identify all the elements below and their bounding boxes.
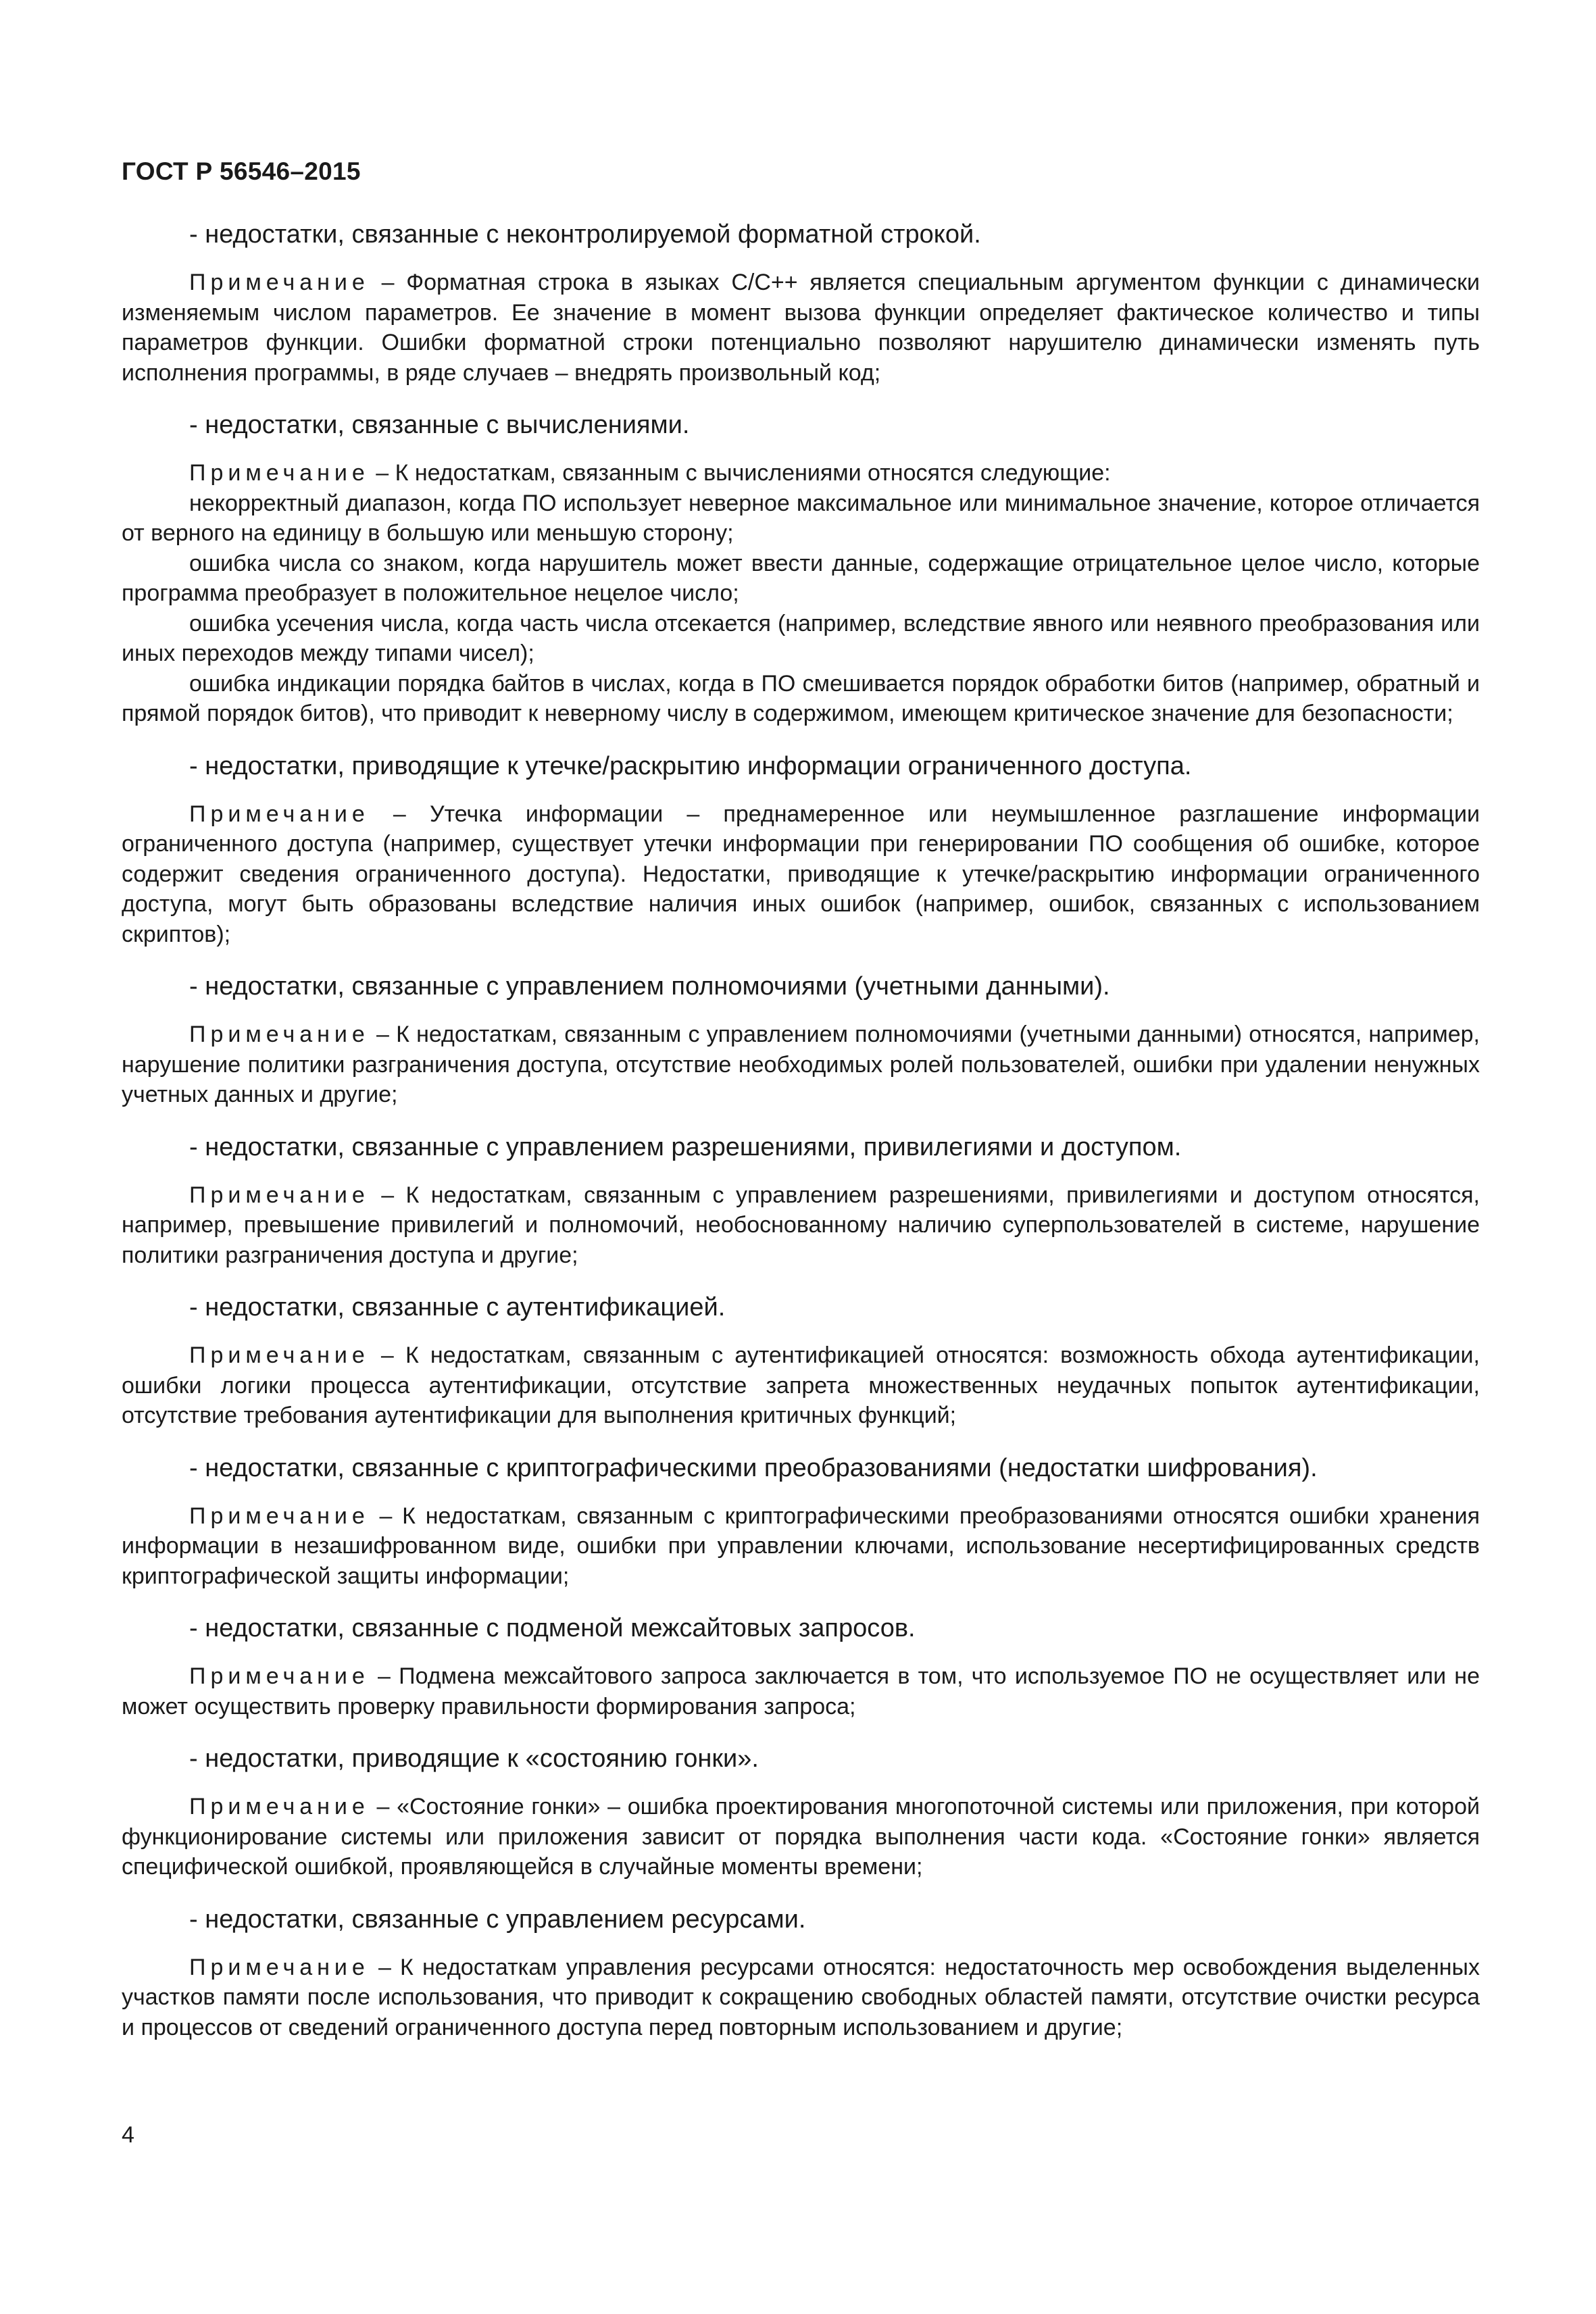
note-text: – «Состояние гонки» – ошибка проектирования многопоточной системы или приложения, при которой функционирование системы или приложения зависит от порядка выполнения части кода. «Состояние гонки» является специфической ошибкой, проявляющейся в случайные моменты времени; xyxy=(122,1794,1480,1880)
list-item: - недостатки, связанные с управлением разрешениями, привилегиями и доступом. xyxy=(189,1132,1182,1161)
note-text: – К недостаткам, связанным с управлением разрешениями, привилегиями и доступом относятся, например, превышение привилегий и полномочий, необоснованному наличию суперпользователей в системе, нарушение политики разграничения доступа и другие; xyxy=(122,1182,1480,1268)
note-label: Примечание xyxy=(189,1663,370,1689)
section-authentication xyxy=(122,1290,1480,1431)
section-credentials xyxy=(122,970,1480,1110)
note-text: – К недостаткам, связанным с криптографическими преобразованиями относятся ошибки хранения информации в незашифрованном виде, ошибки при управлении ключами, использование несертифицированных средств криптографической защиты информации; xyxy=(122,1503,1480,1589)
note-subitem: ошибка числа со знаком, когда нарушитель может ввести данные, содержащие отрицательное целое число, которые программа преобразует в положительное нецелое число; xyxy=(122,550,1480,606)
note-label: Примечание xyxy=(189,801,370,827)
section-info-leak xyxy=(122,749,1480,950)
note-label: Примечание xyxy=(189,1342,370,1368)
note-label: Примечание xyxy=(189,460,370,486)
section-format-string xyxy=(122,218,1480,388)
note-label: Примечание xyxy=(189,1954,370,1980)
note-label: Примечание xyxy=(189,1022,370,1047)
note-label: Примечание xyxy=(189,1794,370,1819)
section-resources xyxy=(122,1903,1480,2043)
note-paragraph xyxy=(122,1501,1480,1592)
list-item: - недостатки, связанные с вычислениями. xyxy=(189,411,690,439)
note-label: Примечание xyxy=(189,1503,370,1529)
note-text: – Форматная строка в языках C/C++ является специальным аргументом функции с динамически изменяемым числом параметров. Ее значение в момент вызова функции определяет фактическое количество и типы параметров функции. Ошибки форматной строки потенциально позволяют нарушителю динамически изменять путь исполнения программы, в ряде случаев – внедрять произвольный код; xyxy=(122,270,1480,386)
standard-header: ГОСТ Р 56546–2015 xyxy=(122,157,361,185)
note-paragraph xyxy=(122,1792,1480,1882)
list-item: - недостатки, связанные с аутентификацией. xyxy=(189,1293,726,1322)
list-item: - недостатки, связанные с управлением ресурсами. xyxy=(189,1905,806,1934)
section-permissions xyxy=(122,1130,1480,1271)
note-label: Примечание xyxy=(189,270,370,295)
list-item: - недостатки, связанные с криптографическими преобразованиями (недостатки шифрования). xyxy=(189,1453,1318,1482)
page-number: 4 xyxy=(122,2122,134,2148)
note-subitem: ошибка индикации порядка байтов в числах, когда в ПО смешивается порядок обработки битов (например, обратный и прямой порядок битов), что приводит к неверному числу в содержимом, имеющем критическое значение для безопасности; xyxy=(122,670,1480,726)
note-text: – К недостаткам, связанным с управлением полномочиями (учетными данными) относятся, например, нарушение политики разграничения доступа, отсутствие необходимых ролей пользователей, ошибки при удалении ненужных учетных данных и другие; xyxy=(122,1022,1480,1107)
list-item: - недостатки, приводящие к утечке/раскрытию информации ограниченного доступа. xyxy=(189,751,1192,780)
note-paragraph xyxy=(122,1661,1480,1721)
note-text: – К недостаткам управления ресурсами относятся: недостаточность мер освобождения выделенных участков памяти после использования, что приводит к сокращению свободных областей памяти, отсутствие очистки ресурса и процессов от сведений ограниченного доступа перед повторным использованием и другие; xyxy=(122,1954,1480,2040)
section-race-condition xyxy=(122,1742,1480,1882)
note-text: – Утечка информации – преднамеренное или неумышленное разглашение информации ограниченного доступа (например, существует утечки информации при генерировании ПО сообщения об ошибке, которое содержит сведения ограниченного доступа). Недостатки, приводящие к утечке/раскрытию информации ограниченного доступа, могут быть образованы вследствие наличия иных ошибок (например, ошибок, связанных с использованием скриптов); xyxy=(122,801,1480,947)
list-item: - недостатки, связанные с управлением полномочиями (учетными данными). xyxy=(189,972,1110,1001)
note-paragraph xyxy=(122,799,1480,950)
list-item: - недостатки, приводящие к «состоянию гонки». xyxy=(189,1744,759,1773)
list-item: - недостатки, связанные с подменой межсайтовых запросов. xyxy=(189,1614,916,1642)
note-text: – К недостаткам, связанным с вычислениями относятся следующие: xyxy=(369,460,1111,486)
section-cryptography xyxy=(122,1451,1480,1592)
note-paragraph xyxy=(122,1180,1480,1271)
note-paragraph xyxy=(122,1340,1480,1431)
note-text: – К недостаткам, связанным с аутентификацией относятся: возможность обхода аутентификации, ошибки логики процесса аутентификации, отсутствие запрета множественных неудачных попыток аутентификации, отсутствие требования аутентификации для выполнения критичных функций; xyxy=(122,1342,1480,1428)
note-paragraph xyxy=(122,458,1480,488)
note-paragraph xyxy=(122,268,1480,388)
note-subitem: ошибка усечения числа, когда часть числа отсекается (например, вследствие явного или неявного преобразования или иных переходов между типами чисел); xyxy=(122,610,1480,666)
note-subitem: некорректный диапазон, когда ПО использует неверное максимальное или минимальное значение, которое отличается от верного на единицу в большую или меньшую сторону; xyxy=(122,490,1480,546)
note-label: Примечание xyxy=(189,1182,370,1208)
note-text: – Подмена межсайтового запроса заключается в том, что используемое ПО не осуществляет или не может осуществить проверку правильности формирования запроса; xyxy=(122,1663,1480,1719)
section-csrf xyxy=(122,1611,1480,1721)
section-calculations xyxy=(122,408,1480,729)
list-item: - недостатки, связанные с неконтролируемой форматной строкой. xyxy=(189,220,981,249)
document-page xyxy=(122,155,1480,2063)
note-paragraph xyxy=(122,1953,1480,2043)
note-paragraph xyxy=(122,1020,1480,1110)
